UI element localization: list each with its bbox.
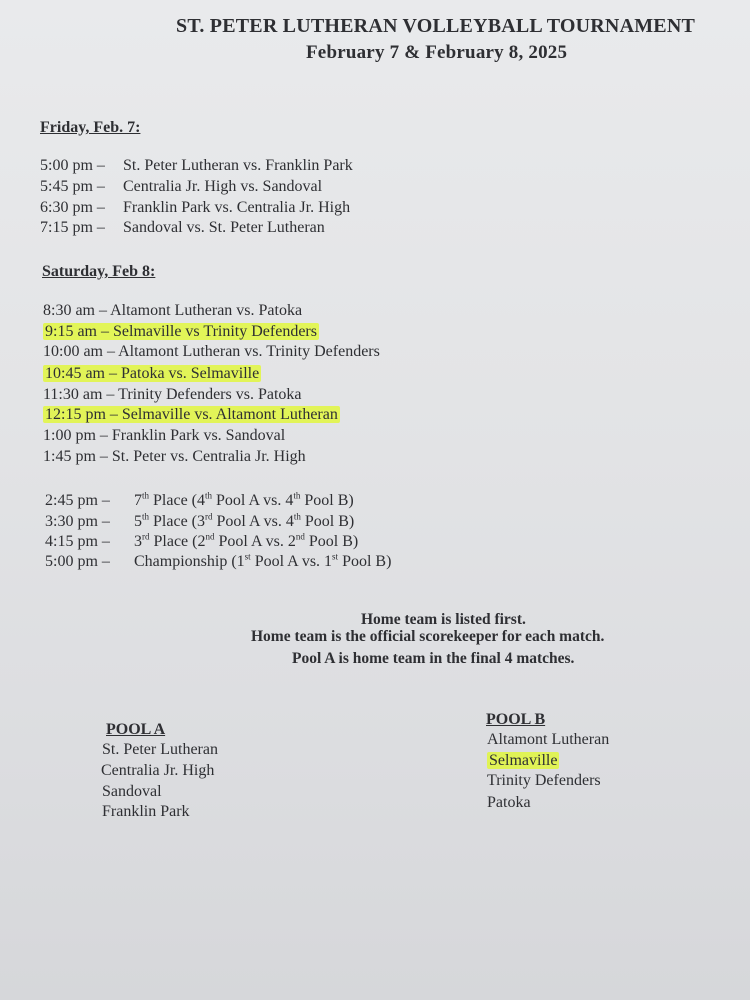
saturday-heading: Saturday, Feb 8:: [42, 263, 156, 280]
saturday-game: 11:30 am – Trinity Defenders vs. Patoka: [43, 386, 302, 403]
pool-a-team: Sandoval: [102, 783, 162, 800]
pool-a-team: Franklin Park: [102, 803, 190, 820]
saturday-game: 10:00 am – Altamont Lutheran vs. Trinity Defenders: [43, 343, 380, 360]
document-title: ST. PETER LUTHERAN VOLLEYBALL TOURNAMENT: [176, 15, 696, 37]
friday-heading: Friday, Feb. 7:: [40, 119, 141, 136]
pool-b-team: Altamont Lutheran: [487, 731, 610, 748]
saturday-game: 1:45 pm – St. Peter vs. Centralia Jr. High: [43, 448, 306, 465]
pool-b-team-highlighted: Selmaville: [489, 752, 558, 769]
final-game: 4:15 pm – 3rd Place (2nd Pool A vs. 2nd Pool B): [45, 531, 359, 550]
saturday-game-highlighted: 10:45 am – Patoka vs. Selmaville: [45, 365, 260, 382]
pool-b-heading: POOL B: [486, 711, 546, 728]
pool-b-team: Patoka: [487, 794, 531, 811]
friday-game: 5:45 pm – Centralia Jr. High vs. Sandoval: [40, 178, 323, 195]
note-line: Pool A is home team in the final 4 matches.: [292, 650, 575, 667]
final-game: 3:30 pm – 5th Place (3rd Pool A vs. 4th Pool B): [45, 511, 355, 530]
final-game: 2:45 pm – 7th Place (4th Pool A vs. 4th Pool B): [45, 490, 354, 509]
saturday-game: 8:30 am – Altamont Lutheran vs. Patoka: [43, 302, 303, 319]
document-dates: February 7 & February 8, 2025: [306, 42, 568, 63]
saturday-game-highlighted: 9:15 am – Selmaville vs Trinity Defenders: [45, 323, 317, 340]
pool-a-team: St. Peter Lutheran: [102, 741, 218, 758]
final-game: 5:00 pm – Championship (1st Pool A vs. 1st Pool B): [45, 551, 392, 570]
saturday-game: 1:00 pm – Franklin Park vs. Sandoval: [43, 427, 286, 444]
saturday-game-highlighted: 12:15 pm – Selmaville vs. Altamont Lutheran: [45, 406, 338, 423]
friday-game: 6:30 pm – Franklin Park vs. Centralia Jr. High: [40, 199, 351, 216]
friday-game: 7:15 pm – Sandoval vs. St. Peter Lutheran: [40, 219, 325, 236]
pool-b-team: Trinity Defenders: [487, 772, 601, 789]
pool-a-team: Centralia Jr. High: [101, 762, 215, 779]
note-line: Home team is the official scorekeeper for each match.: [251, 628, 605, 645]
note-line: Home team is listed first.: [361, 611, 526, 628]
pool-a-heading: POOL A: [106, 721, 166, 738]
friday-game: 5:00 pm – St. Peter Lutheran vs. Franklin Park: [40, 157, 353, 174]
